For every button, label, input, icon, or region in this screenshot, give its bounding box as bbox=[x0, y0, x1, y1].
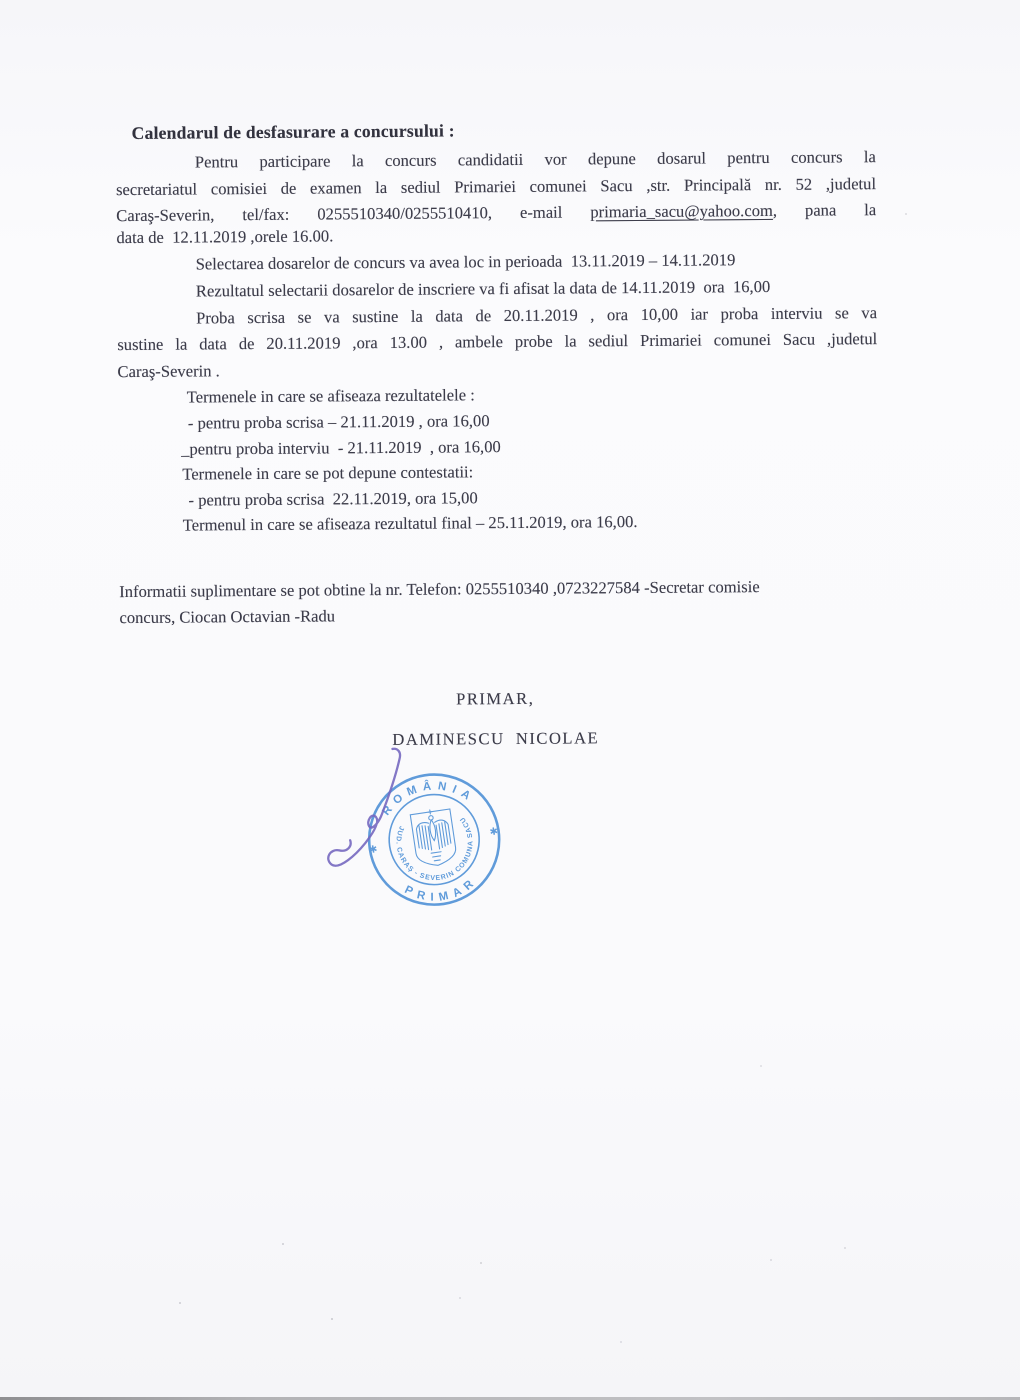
doc-title: Calendarul de desfasurare a concursului : bbox=[131, 120, 455, 143]
line-rezultat-final: Termenul in care se afiseaza rezultatul final – 25.11.2019, ora 16,00. bbox=[182, 512, 638, 535]
stamp-primar-text: PRIMAR bbox=[402, 874, 481, 904]
stamp-star-right-icon: ✱ bbox=[488, 826, 499, 839]
line-3-suffix: , pana la bbox=[772, 200, 877, 220]
email-text: primaria_sacu@yahoo.com bbox=[590, 200, 773, 222]
stamp-star-left-icon: ✱ bbox=[368, 844, 379, 857]
primar-label: PRIMAR, bbox=[455, 688, 535, 709]
line-rezultat-scrisa: - pentru proba scrisa – 21.11.2019 , ora 16,00 bbox=[187, 411, 490, 433]
stamp-country-text: ROMÂNIA bbox=[380, 780, 478, 818]
primar-name: DAMINESCU NICOLAE bbox=[392, 728, 600, 749]
line-3-prefix: Caraş-Severin, tel/fax: 0255510340/0255510410, e-mail bbox=[116, 202, 591, 226]
line-selectarea: Selectarea dosarelor de concurs va avea loc in perioada 13.11.2019 – 14.11.2019 bbox=[195, 250, 736, 274]
line-sustine: sustine la data de 20.11.2019 ,ora 13.00 , ambele probe la sediul Primariei comunei Sacu ,judetul bbox=[117, 329, 878, 355]
line-info-1: Informatii suplimentare se pot obtine la nr. Telefon: 0255510340 ,0723227584 -Secretar comisie bbox=[119, 577, 760, 602]
line-rezultat-interviu: _pentru proba interviu - 21.11.2019 , ora 16,00 bbox=[181, 437, 501, 459]
line-contestatie-scrisa: - pentru proba scrisa 22.11.2019, ora 15,00 bbox=[188, 488, 478, 510]
line-termene-contestatii: Termenele in care se pot depune contestatii: bbox=[182, 462, 474, 484]
signature-stroke bbox=[293, 735, 554, 907]
line-proba-scrisa: Proba scrisa se va sustine la data de 20.11.2019 , ora 10,00 iar proba interviu se va bbox=[195, 303, 878, 328]
stamp-ring-text: JUD. CARAŞ - SEVERIN COMUNA SACU bbox=[394, 815, 475, 883]
paragraph-line-4: data de 12.11.2019 ,orele 16.00. bbox=[116, 226, 334, 248]
scan-noise-specks bbox=[0, 0, 2, 2]
line-termene-rezultate: Termenele in care se afiseaza rezultatelele : bbox=[186, 385, 475, 407]
paragraph-line-1: Pentru participare la concurs candidatii vor depune dosarul pentru concurs la bbox=[194, 147, 876, 172]
paragraph-line-2: secretariatul comisiei de examen la sediul Primariei comunei Sacu ,str. Principală nr. 52 ,judetul bbox=[115, 174, 877, 200]
line-rezultatul: Rezultatul selectarii dosarelor de inscriere va fi afisat la data de 14.11.2019 ora 16,00 bbox=[195, 276, 771, 301]
line-info-2: concurs, Ciocan Octavian -Radu bbox=[119, 606, 336, 628]
line-caras-severin: Caraş-Severin . bbox=[117, 361, 220, 382]
